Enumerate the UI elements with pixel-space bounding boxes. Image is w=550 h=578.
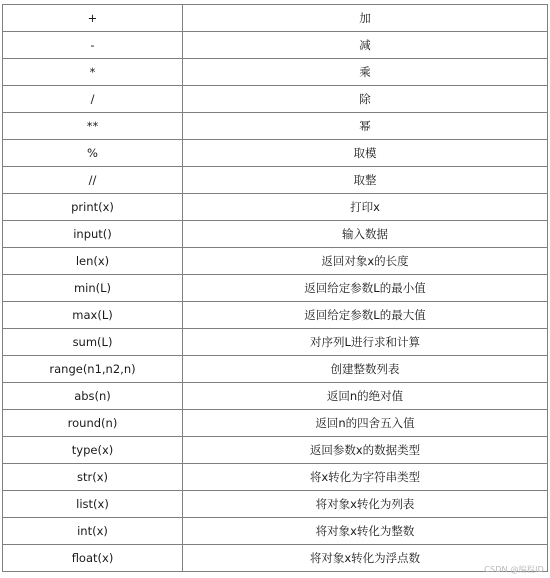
description-cell: 返回参数x的数据类型 (183, 437, 548, 464)
table-row (3, 383, 548, 410)
table-row (3, 248, 548, 275)
operator-cell: + (3, 5, 183, 32)
function-cell: max(L) (3, 302, 183, 329)
table-row (3, 140, 548, 167)
table-row (3, 464, 548, 491)
table-row (3, 221, 548, 248)
table-row (3, 86, 548, 113)
table-row (3, 410, 548, 437)
table-row (3, 518, 548, 545)
description-cell: 取整 (183, 167, 548, 194)
function-cell: input() (3, 221, 183, 248)
function-cell: int(x) (3, 518, 183, 545)
table-row (3, 194, 548, 221)
table-row (3, 329, 548, 356)
function-cell: print(x) (3, 194, 183, 221)
function-cell: type(x) (3, 437, 183, 464)
description-cell: 打印x (183, 194, 548, 221)
description-cell: 返回给定参数L的最大值 (183, 302, 548, 329)
table-row (3, 356, 548, 383)
operator-cell: * (3, 59, 183, 86)
description-cell: 将对象x转化为浮点数 (183, 545, 548, 572)
table-row (3, 437, 548, 464)
description-cell: 创建整数列表 (183, 356, 548, 383)
function-cell: abs(n) (3, 383, 183, 410)
python-operators-functions-table (2, 4, 548, 572)
description-cell: 取模 (183, 140, 548, 167)
function-cell: round(n) (3, 410, 183, 437)
csdn-watermark: CSDN @编程ID (484, 565, 544, 574)
operator-cell: // (3, 167, 183, 194)
table-row (3, 32, 548, 59)
function-cell: range(n1,n2,n) (3, 356, 183, 383)
description-cell: 幂 (183, 113, 548, 140)
operator-cell: % (3, 140, 183, 167)
description-cell: 乘 (183, 59, 548, 86)
table-row (3, 5, 548, 32)
table-row (3, 491, 548, 518)
function-cell: str(x) (3, 464, 183, 491)
description-cell: 返回n的绝对值 (183, 383, 548, 410)
function-cell: float(x) (3, 545, 183, 572)
description-cell: 返回给定参数L的最小值 (183, 275, 548, 302)
table-row (3, 275, 548, 302)
table-row (3, 302, 548, 329)
function-cell: len(x) (3, 248, 183, 275)
table-row (3, 545, 548, 572)
description-cell: 除 (183, 86, 548, 113)
table-row (3, 167, 548, 194)
function-cell: sum(L) (3, 329, 183, 356)
table-row (3, 59, 548, 86)
operator-cell: / (3, 86, 183, 113)
operator-cell: ** (3, 113, 183, 140)
description-cell: 将对象x转化为整数 (183, 518, 548, 545)
table-row (3, 113, 548, 140)
description-cell: 返回对象x的长度 (183, 248, 548, 275)
description-cell: 输入数据 (183, 221, 548, 248)
description-cell: 对序列L进行求和计算 (183, 329, 548, 356)
description-cell: 减 (183, 32, 548, 59)
operator-cell: - (3, 32, 183, 59)
description-cell: 返回n的四舍五入值 (183, 410, 548, 437)
function-cell: min(L) (3, 275, 183, 302)
description-cell: 将对象x转化为列表 (183, 491, 548, 518)
description-cell: 加 (183, 5, 548, 32)
description-cell: 将x转化为字符串类型 (183, 464, 548, 491)
function-cell: list(x) (3, 491, 183, 518)
